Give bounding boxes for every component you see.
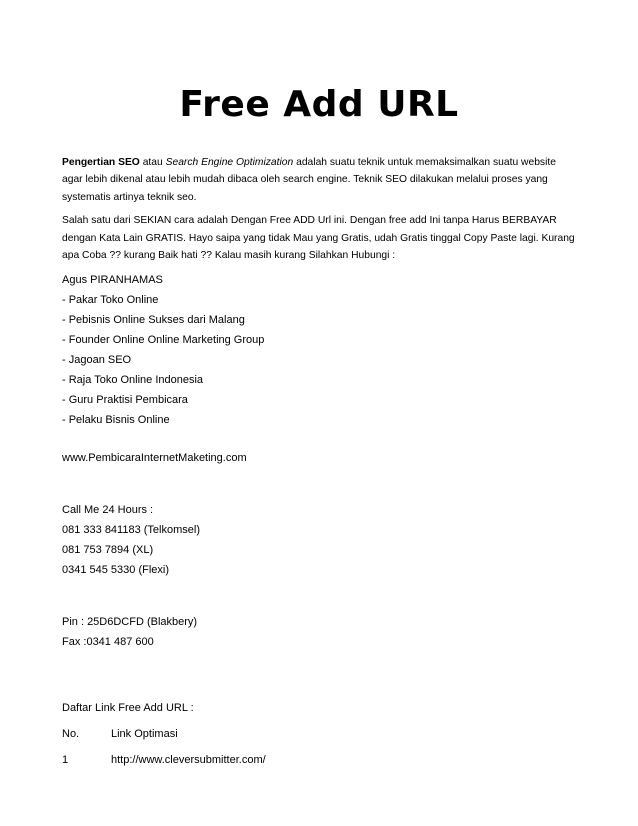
profile-role: - Raja Toko Online Indonesia	[62, 374, 204, 387]
page-title: Free Add URL	[179, 84, 459, 125]
phone-number: 0341 545 5330 (Flexi)	[62, 564, 170, 577]
profile-role: - Pelaku Bisnis Online	[62, 414, 170, 427]
list-heading: Daftar Link Free Add URL :	[62, 702, 194, 715]
website-link[interactable]: www.PembicaraInternetMaketing.com	[62, 452, 247, 465]
profile-role: - Jagoan SEO	[62, 354, 132, 367]
document-body	[62, 154, 576, 770]
contact-heading: Call Me 24 Hours :	[62, 504, 154, 517]
offer-paragraph: Salah satu dari SEKIAN cara adalah Dengan Free ADD Url ini. Dengan free add Ini tanpa Harus BERBAYAR dengan Kata Lain GRATIS. Hayo saipa yang tidak Mau yang Gratis, udah Gratis tinggal Copy Paste lagi. Kurang apa Coba ?? kurang Baik hati ?? Kalau masih kurang Silahkan Hubungi :	[62, 215, 575, 262]
profile-role: - Guru Praktisi Pembicara	[62, 394, 188, 407]
phone-number: 081 333 841183 (Telkomsel)	[62, 524, 200, 537]
intro-paragraph	[62, 154, 576, 206]
bbm-pin: Pin : 25D6DCFD (Blakbery)	[62, 616, 198, 629]
fax-number: Fax :0341 487 600	[62, 636, 154, 649]
column-header-no: No.	[62, 728, 80, 741]
phone-number: 081 753 7894 (XL)	[62, 544, 154, 557]
intro-term-italic: Search Engine Optimization	[165, 157, 294, 168]
column-header-link: Link Optimasi	[111, 728, 178, 741]
profile-name: Agus PIRANHAMAS	[62, 274, 163, 287]
list-row-number: 1	[62, 754, 69, 767]
intro-text-2: adalah suatu teknik untuk memaksimalkan suatu website agar lebih dikenal atau lebih mudah dibaca oleh search engine. Teknik SEO dilakukan melalui proses yang systematis artinya teknik seo.	[62, 157, 556, 203]
intro-term: Pengertian SEO	[62, 157, 140, 168]
profile-role: - Founder Online Online Marketing Group	[62, 334, 265, 347]
profile-role: - Pebisnis Online Sukses dari Malang	[62, 314, 245, 327]
intro-text-1: atau	[139, 157, 166, 168]
list-row	[62, 750, 576, 770]
list-header-row	[62, 724, 576, 744]
list-row-link[interactable]: http://www.cleversubmitter.com/	[111, 754, 266, 767]
profile-role: - Pakar Toko Online	[62, 294, 159, 307]
